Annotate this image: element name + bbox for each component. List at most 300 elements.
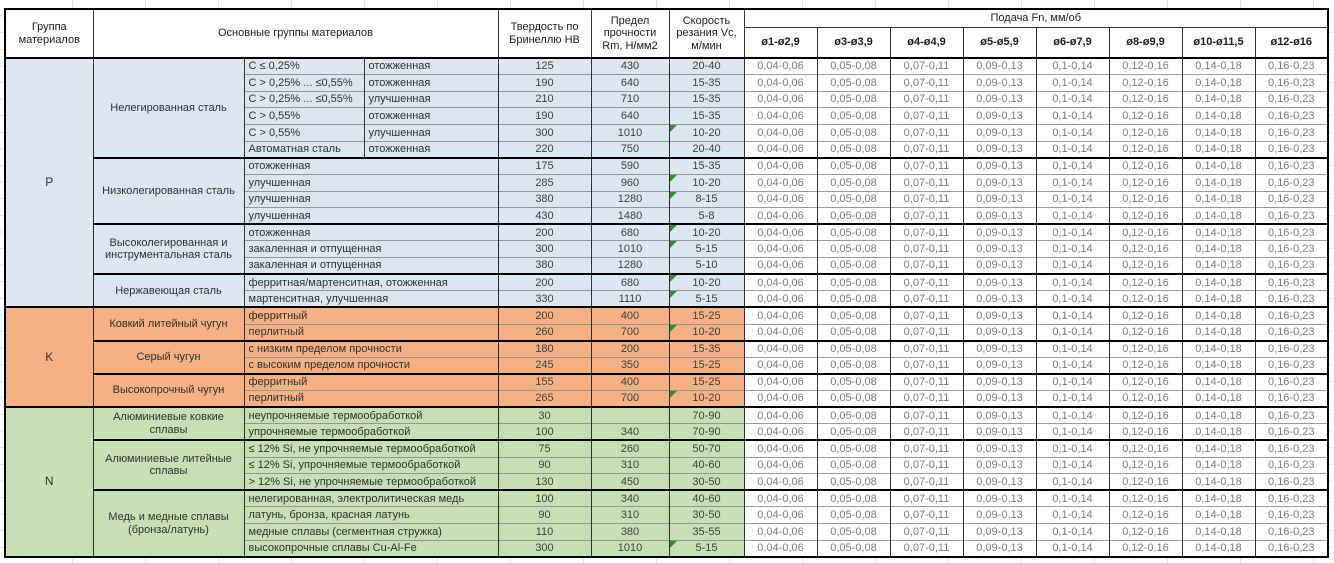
cutting-speed-value: 15-35 [692,343,721,356]
feed-cell: 0,14-0,18 [1182,424,1255,441]
treatment-cell: отожженная [364,141,498,158]
material-desc-cell: > 12% Si, не упрочняемые термообработкой [244,474,498,491]
feed-cell: 0,14-0,18 [1182,191,1255,208]
feed-cell: 0,16-0,23 [1255,291,1328,308]
feed-cell: 0,12-0,16 [1109,91,1182,108]
tensile-strength-cell: 310 [591,457,669,474]
feed-cell: 0,07-0,11 [890,490,963,507]
feed-cell: 0,05-0,08 [817,125,890,142]
table-row [5,490,1328,507]
feed-cell: 0,09-0,13 [963,424,1036,441]
feed-cell: 0,04-0,06 [744,91,817,108]
feed-cell: 0,14-0,18 [1182,341,1255,358]
feed-cell: 0,09-0,13 [963,141,1036,158]
feed-cell: 0,16-0,23 [1255,75,1328,92]
feed-cell: 0,1-0,14 [1036,440,1109,457]
feed-cell: 0,16-0,23 [1255,274,1328,291]
feed-cell: 0,12-0,16 [1109,307,1182,324]
header-main-groups: Основные группы материалов [93,9,498,58]
hardness-cell: 125 [498,58,591,75]
feed-cell: 0,12-0,16 [1109,208,1182,225]
feed-cell: 0,07-0,11 [890,108,963,125]
cutting-speed-value: 10-20 [692,126,721,139]
feed-cell: 0,07-0,11 [890,307,963,324]
feed-cell: 0,04-0,06 [744,374,817,391]
feed-cell: 0,1-0,14 [1036,524,1109,541]
feed-cell: 0,05-0,08 [817,208,890,225]
feed-cell: 0,1-0,14 [1036,125,1109,142]
hardness-cell: 285 [498,174,591,191]
header-brinell-hardness: Твердость по Бринеллю НВ [498,9,591,58]
feed-cell: 0,09-0,13 [963,457,1036,474]
feed-cell: 0,04-0,06 [744,490,817,507]
feed-cell: 0,12-0,16 [1109,440,1182,457]
material-desc-cell: ферритная/мартенситная, отожженная [244,274,498,291]
feed-cell: 0,05-0,08 [817,474,890,491]
feed-cell: 0,16-0,23 [1255,258,1328,275]
treatment-cell: отожженная [364,108,498,125]
feed-cell: 0,14-0,18 [1182,474,1255,491]
feed-cell: 0,1-0,14 [1036,141,1109,158]
tensile-strength-cell: 400 [591,307,669,324]
feed-cell: 0,07-0,11 [890,158,963,175]
hardness-cell: 300 [498,125,591,142]
feed-cell: 0,1-0,14 [1036,407,1109,424]
hardness-cell: 190 [498,108,591,125]
feed-cell: 0,16-0,23 [1255,540,1328,557]
feed-cell: 0,04-0,06 [744,291,817,308]
feed-cell: 0,14-0,18 [1182,291,1255,308]
table-row [5,407,1328,424]
tensile-strength-cell: 1280 [591,258,669,275]
material-desc-cell: перлитный [244,391,498,408]
material-desc-cell: ≤ 12% Si, не упрочняемые термообработкой [244,440,498,457]
carbon-content-cell: C ≤ 0,25% [244,58,364,75]
cutting-speed-cell [669,540,744,557]
feed-cell: 0,16-0,23 [1255,524,1328,541]
cutting-speed-cell [669,208,744,225]
feed-cell: 0,05-0,08 [817,307,890,324]
feed-cell: 0,12-0,16 [1109,158,1182,175]
cutting-speed-value: 15-35 [692,76,721,89]
feed-cell: 0,16-0,23 [1255,507,1328,524]
material-desc-cell: ≤ 12% Si, упрочняемые термообработкой [244,457,498,474]
feed-cell: 0,05-0,08 [817,357,890,374]
feed-cell: 0,1-0,14 [1036,108,1109,125]
feed-cell: 0,16-0,23 [1255,391,1328,408]
tensile-strength-cell: 1280 [591,191,669,208]
material-desc-cell: латунь, бронза, красная латунь [244,507,498,524]
feed-cell: 0,07-0,11 [890,224,963,241]
carbon-content-cell: Автоматная сталь [244,141,364,158]
carbon-content-cell: C > 0,25% ... ≤0,55% [244,75,364,92]
feed-cell: 0,07-0,11 [890,174,963,191]
feed-cell: 0,12-0,16 [1109,374,1182,391]
tensile-strength-cell: 340 [591,424,669,441]
feed-cell: 0,16-0,23 [1255,474,1328,491]
feed-cell: 0,07-0,11 [890,141,963,158]
feed-cell: 0,05-0,08 [817,507,890,524]
feed-cell: 0,12-0,16 [1109,258,1182,275]
feed-cell: 0,12-0,16 [1109,507,1182,524]
feed-cell: 0,04-0,06 [744,457,817,474]
feed-cell: 0,04-0,06 [744,174,817,191]
cutting-speed-cell [669,391,744,408]
cutting-data-table [4,8,1329,558]
header-row-top [5,9,1328,27]
hardness-cell: 245 [498,357,591,374]
feed-cell: 0,09-0,13 [963,407,1036,424]
feed-cell: 0,07-0,11 [890,324,963,341]
feed-cell: 0,05-0,08 [817,108,890,125]
subgroup-name-cell: Ковкий литейный чугун [93,307,244,340]
table-row [5,158,1328,175]
feed-cell: 0,16-0,23 [1255,424,1328,441]
hardness-cell: 90 [498,507,591,524]
feed-cell: 0,09-0,13 [963,291,1036,308]
feed-cell: 0,09-0,13 [963,258,1036,275]
material-desc-cell: закаленная и отпущенная [244,241,498,258]
tensile-strength-cell: 750 [591,141,669,158]
cutting-speed-value: 10-20 [692,276,721,289]
cutting-speed-cell [669,91,744,108]
feed-cell: 0,04-0,06 [744,241,817,258]
feed-cell: 0,1-0,14 [1036,424,1109,441]
material-desc-cell: отожженная [244,158,498,175]
tensile-strength-cell: 1010 [591,540,669,557]
feed-cell: 0,14-0,18 [1182,158,1255,175]
cutting-speed-cell [669,291,744,308]
feed-cell: 0,05-0,08 [817,158,890,175]
feed-cell: 0,12-0,16 [1109,474,1182,491]
material-desc-cell: упрочняемые термообработкой [244,424,498,441]
material-desc-cell: нелегированная, электролитическая медь [244,490,498,507]
tensile-strength-cell: 400 [591,374,669,391]
feed-cell: 0,04-0,06 [744,274,817,291]
feed-cell: 0,05-0,08 [817,490,890,507]
feed-cell: 0,16-0,23 [1255,440,1328,457]
error-indicator-icon [670,275,677,282]
feed-cell: 0,14-0,18 [1182,141,1255,158]
header-diameter-range: ø8-ø9,9 [1109,27,1182,58]
feed-cell: 0,04-0,06 [744,108,817,125]
tensile-strength-cell: 960 [591,174,669,191]
feed-cell: 0,12-0,16 [1109,357,1182,374]
feed-cell: 0,1-0,14 [1036,224,1109,241]
feed-cell: 0,14-0,18 [1182,324,1255,341]
cutting-speed-cell [669,424,744,441]
feed-cell: 0,12-0,16 [1109,424,1182,441]
feed-cell: 0,14-0,18 [1182,357,1255,374]
tensile-strength-cell: 1110 [591,291,669,308]
feed-cell: 0,12-0,16 [1109,58,1182,75]
feed-cell: 0,09-0,13 [963,91,1036,108]
cutting-speed-value: 5-10 [695,259,718,272]
cutting-speed-cell [669,457,744,474]
feed-cell: 0,04-0,06 [744,258,817,275]
feed-cell: 0,07-0,11 [890,91,963,108]
feed-cell: 0,12-0,16 [1109,241,1182,258]
hardness-cell: 300 [498,540,591,557]
feed-cell: 0,07-0,11 [890,291,963,308]
table-row [5,307,1328,324]
material-group-cell: P [5,58,93,307]
feed-cell: 0,04-0,06 [744,357,817,374]
feed-cell: 0,12-0,16 [1109,125,1182,142]
feed-cell: 0,16-0,23 [1255,108,1328,125]
feed-cell: 0,12-0,16 [1109,75,1182,92]
material-desc-cell: ферритный [244,307,498,324]
feed-cell: 0,04-0,06 [744,191,817,208]
tensile-strength-cell: 380 [591,524,669,541]
cutting-speed-value: 15-35 [692,110,721,123]
material-desc-cell: улучшенная [244,208,498,225]
cutting-speed-cell [669,191,744,208]
feed-cell: 0,05-0,08 [817,241,890,258]
cutting-speed-cell [669,507,744,524]
subgroup-name-cell: Высокопрочный чугун [93,374,244,407]
feed-cell: 0,09-0,13 [963,174,1036,191]
feed-cell: 0,05-0,08 [817,341,890,358]
feed-cell: 0,16-0,23 [1255,158,1328,175]
feed-cell: 0,12-0,16 [1109,141,1182,158]
feed-cell: 0,09-0,13 [963,108,1036,125]
error-indicator-icon [670,125,677,132]
cutting-speed-value: 15-25 [692,376,721,389]
cutting-speed-value: 5-15 [695,542,718,555]
tensile-strength-cell: 350 [591,357,669,374]
carbon-content-cell: C > 0,55% [244,125,364,142]
hardness-cell: 130 [498,474,591,491]
header-diameter-range: ø1-ø2,9 [744,27,817,58]
feed-cell: 0,05-0,08 [817,524,890,541]
cutting-speed-cell [669,258,744,275]
feed-cell: 0,14-0,18 [1182,440,1255,457]
feed-cell: 0,09-0,13 [963,75,1036,92]
feed-cell: 0,09-0,13 [963,357,1036,374]
feed-cell: 0,1-0,14 [1036,258,1109,275]
table-row [5,274,1328,291]
feed-cell: 0,07-0,11 [890,440,963,457]
feed-cell: 0,1-0,14 [1036,507,1109,524]
cutting-speed-value: 30-50 [692,509,721,522]
cutting-speed-value: 10-20 [692,392,721,405]
material-group-cell: N [5,407,93,557]
feed-cell: 0,04-0,06 [744,125,817,142]
feed-cell: 0,14-0,18 [1182,108,1255,125]
material-desc-cell: ферритный [244,374,498,391]
feed-cell: 0,07-0,11 [890,424,963,441]
tensile-strength-cell [591,407,669,424]
feed-cell: 0,04-0,06 [744,440,817,457]
hardness-cell: 200 [498,307,591,324]
table-row [5,224,1328,241]
feed-cell: 0,09-0,13 [963,474,1036,491]
feed-cell: 0,04-0,06 [744,58,817,75]
hardness-cell: 200 [498,274,591,291]
feed-cell: 0,09-0,13 [963,540,1036,557]
feed-cell: 0,12-0,16 [1109,191,1182,208]
feed-cell: 0,16-0,23 [1255,357,1328,374]
feed-cell: 0,05-0,08 [817,224,890,241]
feed-cell: 0,07-0,11 [890,75,963,92]
feed-cell: 0,07-0,11 [890,208,963,225]
table-row [5,341,1328,358]
feed-cell: 0,1-0,14 [1036,357,1109,374]
feed-cell: 0,1-0,14 [1036,191,1109,208]
feed-cell: 0,05-0,08 [817,91,890,108]
error-indicator-icon [670,241,677,248]
material-desc-cell: мартенситная, улучшенная [244,291,498,308]
hardness-cell: 110 [498,524,591,541]
feed-cell: 0,09-0,13 [963,307,1036,324]
cutting-speed-value: 50-70 [692,442,721,455]
feed-cell: 0,14-0,18 [1182,174,1255,191]
hardness-cell: 330 [498,291,591,308]
tensile-strength-cell: 1480 [591,208,669,225]
feed-cell: 0,1-0,14 [1036,457,1109,474]
feed-cell: 0,1-0,14 [1036,490,1109,507]
feed-cell: 0,14-0,18 [1182,457,1255,474]
feed-cell: 0,09-0,13 [963,241,1036,258]
feed-cell: 0,09-0,13 [963,324,1036,341]
tensile-strength-cell: 700 [591,391,669,408]
feed-cell: 0,14-0,18 [1182,374,1255,391]
feed-cell: 0,16-0,23 [1255,174,1328,191]
hardness-cell: 30 [498,407,591,424]
feed-cell: 0,12-0,16 [1109,291,1182,308]
treatment-cell: улучшенная [364,91,498,108]
hardness-cell: 155 [498,374,591,391]
cutting-speed-value: 10-20 [692,226,721,239]
hardness-cell: 100 [498,424,591,441]
feed-cell: 0,07-0,11 [890,357,963,374]
feed-cell: 0,14-0,18 [1182,208,1255,225]
feed-cell: 0,07-0,11 [890,58,963,75]
feed-cell: 0,1-0,14 [1036,75,1109,92]
feed-cell: 0,07-0,11 [890,474,963,491]
header-diameter-range: ø5-ø5,9 [963,27,1036,58]
feed-cell: 0,04-0,06 [744,141,817,158]
feed-cell: 0,16-0,23 [1255,324,1328,341]
feed-cell: 0,14-0,18 [1182,258,1255,275]
hardness-cell: 175 [498,158,591,175]
feed-cell: 0,04-0,06 [744,324,817,341]
feed-cell: 0,14-0,18 [1182,274,1255,291]
treatment-cell: отожженная [364,75,498,92]
cutting-speed-cell [669,125,744,142]
feed-cell: 0,1-0,14 [1036,324,1109,341]
cutting-speed-value: 5-15 [695,292,718,305]
cutting-speed-value: 15-25 [692,359,721,372]
feed-cell: 0,04-0,06 [744,224,817,241]
cutting-speed-cell [669,474,744,491]
feed-cell: 0,12-0,16 [1109,391,1182,408]
tensile-strength-cell: 680 [591,274,669,291]
cutting-speed-cell [669,490,744,507]
feed-cell: 0,14-0,18 [1182,75,1255,92]
header-feed-title: Подача Fn, мм/об [744,9,1328,27]
feed-cell: 0,16-0,23 [1255,341,1328,358]
hardness-cell: 265 [498,391,591,408]
subgroup-name-cell: Медь и медные сплавы (бронза/латунь) [93,490,244,557]
feed-cell: 0,05-0,08 [817,424,890,441]
feed-cell: 0,09-0,13 [963,490,1036,507]
hardness-cell: 300 [498,241,591,258]
feed-cell: 0,09-0,13 [963,224,1036,241]
feed-cell: 0,1-0,14 [1036,474,1109,491]
feed-cell: 0,04-0,06 [744,407,817,424]
feed-cell: 0,09-0,13 [963,158,1036,175]
feed-cell: 0,05-0,08 [817,58,890,75]
cutting-speed-value: 5-8 [698,209,715,222]
feed-cell: 0,07-0,11 [890,274,963,291]
hardness-cell: 190 [498,75,591,92]
feed-cell: 0,12-0,16 [1109,341,1182,358]
feed-cell: 0,09-0,13 [963,58,1036,75]
treatment-cell: отожженная [364,58,498,75]
error-indicator-icon [670,225,677,232]
error-indicator-icon [670,291,677,298]
table-row [5,440,1328,457]
carbon-content-cell: C > 0,55% [244,108,364,125]
material-group-cell: K [5,307,93,407]
feed-cell: 0,14-0,18 [1182,224,1255,241]
feed-cell: 0,05-0,08 [817,274,890,291]
feed-cell: 0,12-0,16 [1109,224,1182,241]
hardness-cell: 75 [498,440,591,457]
feed-cell: 0,05-0,08 [817,191,890,208]
feed-cell: 0,09-0,13 [963,374,1036,391]
feed-cell: 0,1-0,14 [1036,91,1109,108]
feed-cell: 0,09-0,13 [963,208,1036,225]
material-desc-cell: закаленная и отпущенная [244,258,498,275]
feed-cell: 0,14-0,18 [1182,391,1255,408]
feed-cell: 0,04-0,06 [744,307,817,324]
feed-cell: 0,14-0,18 [1182,91,1255,108]
cutting-speed-cell [669,108,744,125]
feed-cell: 0,04-0,06 [744,208,817,225]
header-material-group: Группа материалов [5,9,93,58]
feed-cell: 0,16-0,23 [1255,490,1328,507]
material-desc-cell: с низким пределом прочности [244,341,498,358]
feed-cell: 0,16-0,23 [1255,91,1328,108]
feed-cell: 0,07-0,11 [890,258,963,275]
error-indicator-icon [670,325,677,332]
feed-cell: 0,07-0,11 [890,241,963,258]
hardness-cell: 260 [498,324,591,341]
feed-cell: 0,16-0,23 [1255,208,1328,225]
feed-cell: 0,09-0,13 [963,507,1036,524]
feed-cell: 0,12-0,16 [1109,324,1182,341]
feed-cell: 0,12-0,16 [1109,540,1182,557]
tensile-strength-cell: 700 [591,324,669,341]
feed-cell: 0,04-0,06 [744,524,817,541]
feed-cell: 0,16-0,23 [1255,307,1328,324]
subgroup-name-cell: Нелегированная сталь [93,58,244,158]
cutting-speed-cell [669,341,744,358]
feed-cell: 0,07-0,11 [890,407,963,424]
cutting-speed-value: 70-90 [692,409,721,422]
machining-parameters-table [4,8,1329,558]
feed-cell: 0,05-0,08 [817,407,890,424]
hardness-cell: 200 [498,224,591,241]
feed-cell: 0,05-0,08 [817,440,890,457]
subgroup-name-cell: Нержавеющая сталь [93,274,244,307]
feed-cell: 0,1-0,14 [1036,208,1109,225]
feed-cell: 0,09-0,13 [963,274,1036,291]
tensile-strength-cell: 680 [591,224,669,241]
